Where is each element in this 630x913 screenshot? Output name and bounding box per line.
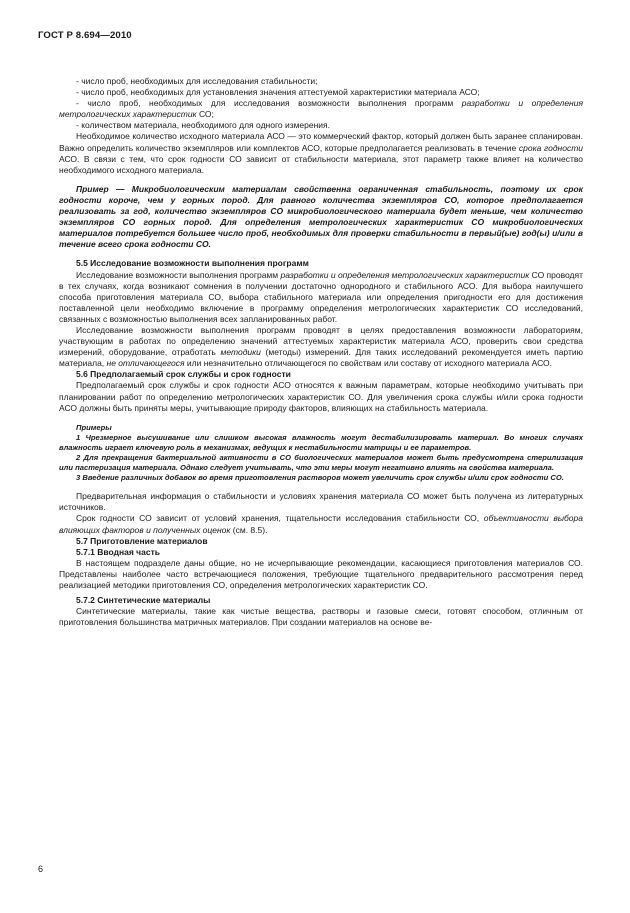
paragraph: Синтетические материалы, такие как чистые вещества, растворы и газовые смеси, готовят способом, отличным от приготовления большинства матричных материалов. При создании материалов на основе ве- [59, 606, 583, 628]
paragraph: Исследование возможности выполнения программ проводят в целях предоставления возможности лабораториям, участвующим в работах по определению значений аттестуемых характеристик материала АСО, проверить свои средства измерений, оборудование, отработать методики (методы) измерений. Для таких исследований рекомендуется иметь партию материала, не отличающегося или незначительно отличающегося по свойствам или составу от исходного материала АСО. [59, 324, 583, 369]
paragraph: Предварительная информация о стабильности и условиях хранения материала СО может быть получена из литературных источников. [59, 491, 583, 513]
list-item: - число проб, необходимых для установления значения аттестуемой характеристики материала АСО; [76, 87, 480, 98]
page-body [59, 76, 583, 628]
example-microbiological: Пример — Микробиологическим материалам свойственна ограниченная стабильность, поэтому их срок годности короче, чем у горных пород. Для равного количества экземпляров СО, которое предполагается реализовать за год, количество экземпляров СО микробиологического материала будет меньше, чем количество экземпляров СО горных пород. Для определения метрологических характеристик СО микробиологических материалов потребуется большее число проб, необходимых для проверки стабильности в первый(ые) год(ы) и/или в течение всего срока годности СО. [59, 183, 583, 250]
paragraph: Предполагаемый срок службы и срок годности АСО относятся к важным параметрам, которые необходимо учитывать при планировании работ по определению метрологических характеристик СО. Для увеличения срока службы и/или срока годности АСО должны быть приняты меры, учитывающие природу факторов, влияющих на стабильность материала. [59, 380, 583, 413]
section-heading-5-7: 5.7 Приготовление материалов [76, 535, 208, 546]
example-item: 3 Введение различных добавок во время приготовления растворов может увеличить срок службы и/или срок годности СО. [76, 473, 564, 483]
paragraph: Необходимое количество исходного материала АСО — это коммерческий фактор, который должен быть заранее спланирован. Важно определить количество экземпляров или комплектов АСО, которые предполагается реализовать в течение срока годности АСО. В связи с тем, что срок годности СО зависит от стабильности материала, этот параметр также влияет на количество необходимого исходного материала. [59, 131, 584, 175]
example-item: 1 Чрезмерное высушивание или слишком высокая влажность могут дестабилизировать материал. Во многих случаях влажность играет ключевую роль в механизмах, ведущих к нестабильности матрицы и ее параметров. [59, 432, 583, 452]
section-heading-5-5: 5.5 Исследование возможности выполнения программ [76, 258, 309, 269]
page-number: 6 [38, 864, 44, 874]
paragraph: В настоящем подразделе даны общие, но не исчерпывающие рекомендации, касающиеся приготовления материалов СО. Представлены наиболее часто встречающиеся положения, требующие тщательного предварительного рассмотрения перед реализацией методики приготовления СО, определения метрологических характеристик СО. [59, 557, 583, 591]
list-item: - число проб, необходимых для исследования возможности выполнения программ разработки и определения метрологических характеристик СО; [59, 98, 584, 120]
section-heading-5-6: 5.6 Предполагаемый срок службы и срок годности [76, 369, 291, 380]
list-item: - число проб, необходимых для исследования стабильности; [76, 76, 318, 86]
paragraph: Исследование возможности выполнения программ разработки и определения метрологических характеристик СО проводят в тех случаях, когда возникают сомнения в получении достаточно однородного и стабильного АСО. Для выбора наилучшего способа приготовления материала СО, выбора стабильного материала или определения пригодности его для достижения поставленной цели необходимо включение в программу определения метрологических характеристик СО исследований, связанных с возможностью выполнения всех запланированных работ. [59, 269, 584, 324]
list-item: - количеством материала, необходимого для одного измерения. [76, 120, 331, 131]
subsection-heading-5-7-1: 5.7.1 Вводная часть [76, 546, 160, 557]
paragraph: Срок годности СО зависит от условий хранения, тщательности исследования стабильности СО, объективности выбора влияющих факторов и полученных оценок (см. 8.5). [59, 513, 583, 535]
subsection-heading-5-7-2: 5.7.2 Синтетические материалы [76, 595, 211, 606]
page-header-standard-code: ГОСТ Р 8.694—2010 [38, 30, 132, 41]
examples-title: Примеры [76, 422, 112, 432]
example-item: 2 Для прекращения бактериальной активности в СО биологических материалов может быть предусмотрена стерилизация или пастеризация материала. Однако следует учитывать, что эти меры могут негативно влиять на свойства материала. [59, 453, 583, 473]
